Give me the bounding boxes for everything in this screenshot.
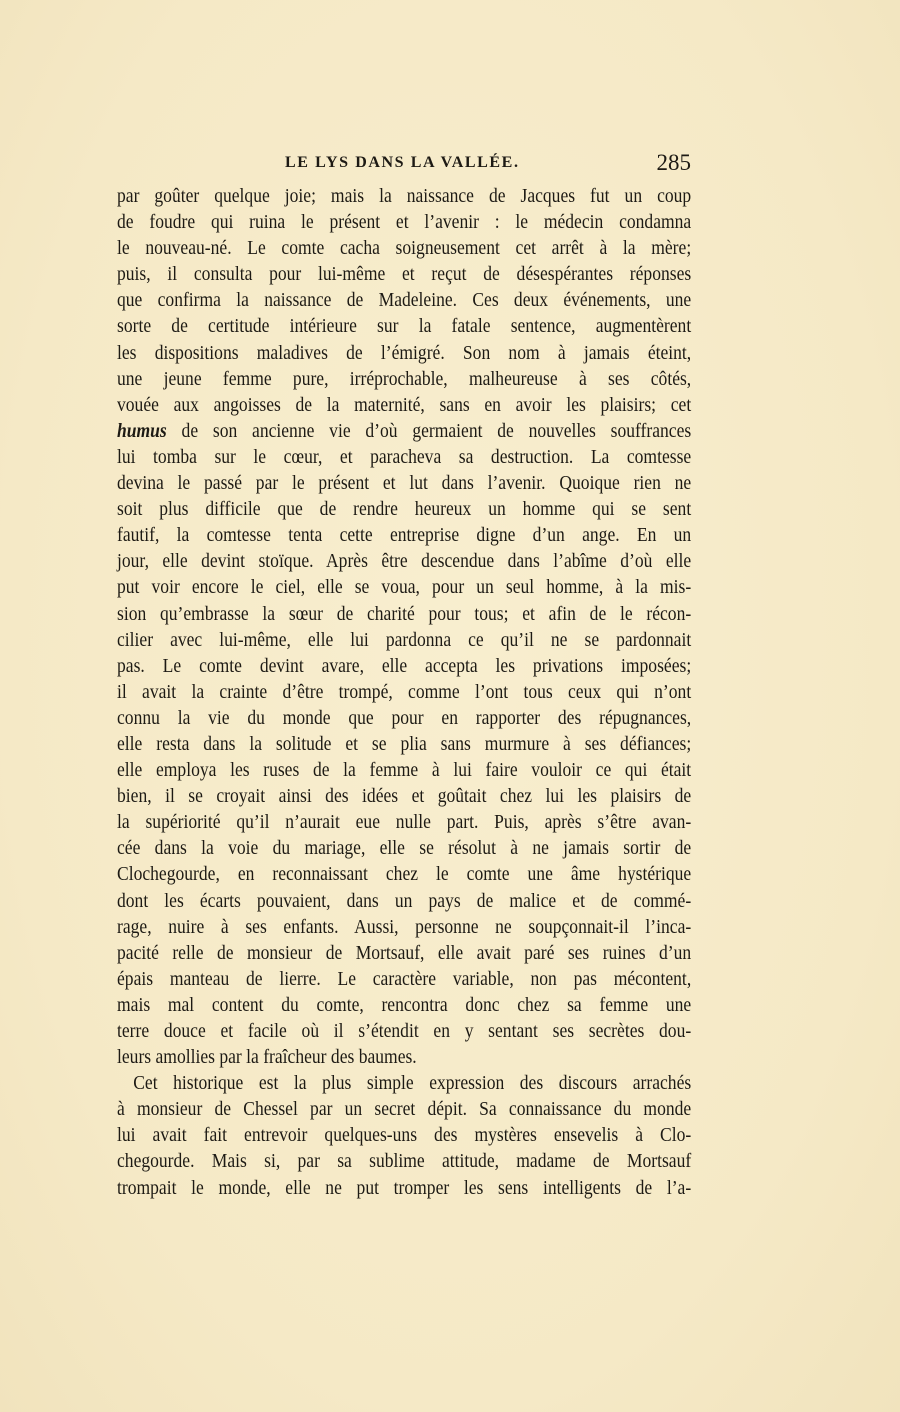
text-line: elle employa les ruses de la femme à lui faire vouloir ce qui était bbox=[117, 760, 692, 782]
text-line: Cet historique est la plus simple expression des discours arrachés bbox=[133, 1073, 692, 1095]
text-line: mais mal content du comte, rencontra donc chez sa femme une bbox=[117, 994, 692, 1016]
text-line: cilier avec lui-même, elle lui pardonna ce qu’il ne se pardonnait bbox=[117, 629, 692, 651]
text-line: sion qu’embrasse la sœur de charité pour tous; et afin de le récon- bbox=[117, 603, 692, 625]
text-line: elle resta dans la solitude et se plia sans murmure à ses défiances; bbox=[117, 733, 692, 755]
page-header bbox=[117, 150, 691, 180]
italic-word: humus bbox=[117, 420, 167, 442]
text-line: cée dans la voie du mariage, elle se résolut à ne jamais sortir de bbox=[117, 838, 692, 860]
text-line: terre douce et facile où il s’étendit en y sentant ses secrètes dou- bbox=[117, 1021, 692, 1042]
text-line bbox=[117, 419, 691, 445]
text-line: les dispositions maladives de l’émigré. Son nom à jamais éteint, bbox=[117, 342, 692, 364]
text-line: fautif, la comtesse tenta cette entreprise digne d’un ange. En un bbox=[117, 525, 692, 547]
text-line: le nouveau-né. Le comte cacha soigneusement cet arrêt à la mère; bbox=[117, 238, 692, 260]
text-line: il avait la crainte d’être trompé, comme l’ont tous ceux qui n’ont bbox=[117, 681, 692, 703]
text-line: devina le passé par le présent et lut dans l’avenir. Quoique rien ne bbox=[117, 473, 692, 495]
text-line: trompait le monde, elle ne put tromper les sens intelligents de l’a- bbox=[117, 1177, 692, 1199]
page-body bbox=[117, 184, 691, 1202]
text-line: puis, il consulta pour lui-même et reçut de désespérantes réponses bbox=[117, 264, 692, 286]
text-line: à monsieur de Chessel par un secret dépit. Sa connaissance du monde bbox=[117, 1099, 692, 1121]
text-line: jour, elle devint stoïque. Après être descendue dans l’abîme d’où elle bbox=[117, 551, 692, 573]
text-line: la supériorité qu’il n’aurait eue nulle part. Puis, après s’être avan- bbox=[117, 812, 692, 834]
text-line: leurs amollies par la fraîcheur des baumes. bbox=[117, 1047, 417, 1069]
text-line: sorte de certitude intérieure sur la fatale sentence, augmentèrent bbox=[117, 316, 692, 338]
text-line: une jeune femme pure, irréprochable, malheureuse à ses côtés, bbox=[117, 368, 692, 390]
text-line: bien, il se croyait ainsi des idées et goûtait chez lui les plaisirs de bbox=[117, 786, 692, 808]
text-line: épais manteau de lierre. Le caractère variable, non pas mécontent, bbox=[117, 968, 692, 990]
text-line: chegourde. Mais si, par sa sublime attitude, madame de Mortsauf bbox=[117, 1151, 692, 1173]
text-line: Clochegourde, en reconnaissant chez le comte une âme hystérique bbox=[117, 864, 692, 886]
page-number: 285 bbox=[656, 150, 691, 175]
text-line: soit plus difficile que de rendre heureux un homme qui se sent bbox=[117, 499, 692, 521]
text-line: pas. Le comte devint avare, elle accepta les privations imposées; bbox=[117, 655, 692, 677]
text-line: pacité relle de monsieur de Mortsauf, elle avait paré ses ruines d’un bbox=[117, 942, 692, 964]
text-line: vouée aux angoisses de la maternité, sans en avoir les plaisirs; cet bbox=[117, 394, 692, 416]
text-fragment: de son ancienne vie d’où germaient de nouvelles souffrances bbox=[181, 420, 692, 442]
text-line: de foudre qui ruina le présent et l’avenir : le médecin condamna bbox=[117, 212, 692, 234]
text-line: lui avait fait entrevoir quelques-uns des mystères ensevelis à Clo- bbox=[117, 1125, 692, 1147]
text-line: que confirma la naissance de Madeleine. Ces deux événements, une bbox=[117, 290, 692, 312]
running-title: LE LYS DANS LA VALLÉE. bbox=[285, 154, 520, 171]
text-line: dont les écarts pouvaient, dans un pays de malice et de commé- bbox=[117, 890, 692, 912]
text-line: par goûter quelque joie; mais la naissance de Jacques fut un coup bbox=[117, 186, 692, 207]
text-line: rage, nuire à ses enfants. Aussi, personne ne soupçonnait-il l’inca- bbox=[117, 916, 692, 938]
text-line: connu la vie du monde que pour en rapporter des répugnances, bbox=[117, 707, 692, 729]
text-line: put voir encore le ciel, elle se voua, pour un seul homme, à la mis- bbox=[117, 577, 692, 599]
text-line: lui tomba sur le cœur, et paracheva sa destruction. La comtesse bbox=[117, 446, 692, 468]
